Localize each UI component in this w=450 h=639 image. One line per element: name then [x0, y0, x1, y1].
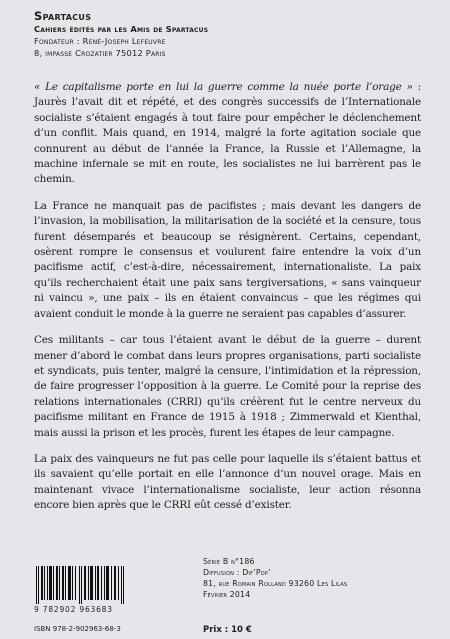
paragraph-3: Ces militants – car tous l’étaient avant le début de la guerre – durent mener d’abord le combat dans leurs propres organisations, parti socialiste et syndicats, puis tenter, malgré la censure, l’intimidation et la répression, de faire progresser l’opposition à la guerre. Le Comité pour la reprise des relations internationales (CRRI) qu’ils créèrent fut le centre nerveux du pacifisme militant en France de 1915 à 1918 ; Zimmerwald et Kienthal, mais aussi la prison et les procès, furent les étapes de leur campagne.: [34, 334, 421, 439]
back-cover-text: [34, 80, 421, 525]
publisher-subtitle: Cahiers édités par les Amis de Spartacus: [34, 24, 209, 34]
paragraph-2: La France ne manquait pas de pacifistes ; mais devant les dangers de l’invasion, la mobilisation, la militarisation de la société et la censure, tous furent désemparés et beaucoup se résignèrent. Certains, cependant, osèrent rompre le consensus et voulurent faire entendre la voix d’un pacifisme actif, c’est-à-dire, nécessairement, internationaliste. La paix qu’ils recherchaient était une paix sans tergiversations, « sans vainqueur ni vaincu », une paix – ils en étaient convaincus – que les régimes qui avaient conduit le monde à la guerre ne seraient pas capables d’assurer.: [34, 199, 421, 320]
jaures-quote: « Le capitalisme porte en lui la guerre comme la nuée porte l’orage »: [34, 81, 413, 93]
colophon: [203, 556, 347, 600]
publisher-address: 8, impasse Crozatier 75012 Paris: [34, 48, 166, 58]
barcode-number: 9 782902 963683: [34, 605, 113, 614]
publisher-header: [34, 9, 208, 59]
publication-date: Février 2014: [203, 590, 251, 599]
paragraph-4: La paix des vainqueurs ne fut pas celle pour laquelle ils s’étaient battus et ils savaient qu’elle portait en elle l’annonce d’un nouvel orage. Mais en maintenant vivace l’internationalisme socialiste, leur action résonna encore bien après que le CRRI eût cessé d’exister.: [34, 452, 421, 512]
publisher-founder: Fondateur : René-Joseph Lefeuvre: [34, 36, 166, 46]
barcode-image: [34, 566, 129, 604]
paragraph-1: [34, 80, 421, 188]
isbn: ISBN 978-2-902963-68-3: [34, 625, 121, 633]
barcode-block: [34, 566, 129, 614]
publisher-title: Spartacus: [34, 9, 92, 23]
distributor-address: 81, rue Romain Rolland 93260 Les Lilas: [203, 579, 348, 588]
series-number: Série B n°186: [203, 557, 255, 566]
paragraph-1-rest: : Jaurès l’avait dit et répété, et des congrès successifs de l’Internationale socialiste s’étaient engagés à tout faire pour empêcher le déclenchement d’un conflit. Mais quand, en 1914, malgré la forte agitation sociale que connurent au début de l’année la France, la Russie et l’Allemagne, la machine infernale se mit en route, les socialistes ne lui barrèrent pas le chemin.: [34, 81, 421, 186]
price: Prix : 10 €: [203, 625, 252, 635]
distribution: Diffusion : Dif’Pop’: [203, 568, 271, 577]
